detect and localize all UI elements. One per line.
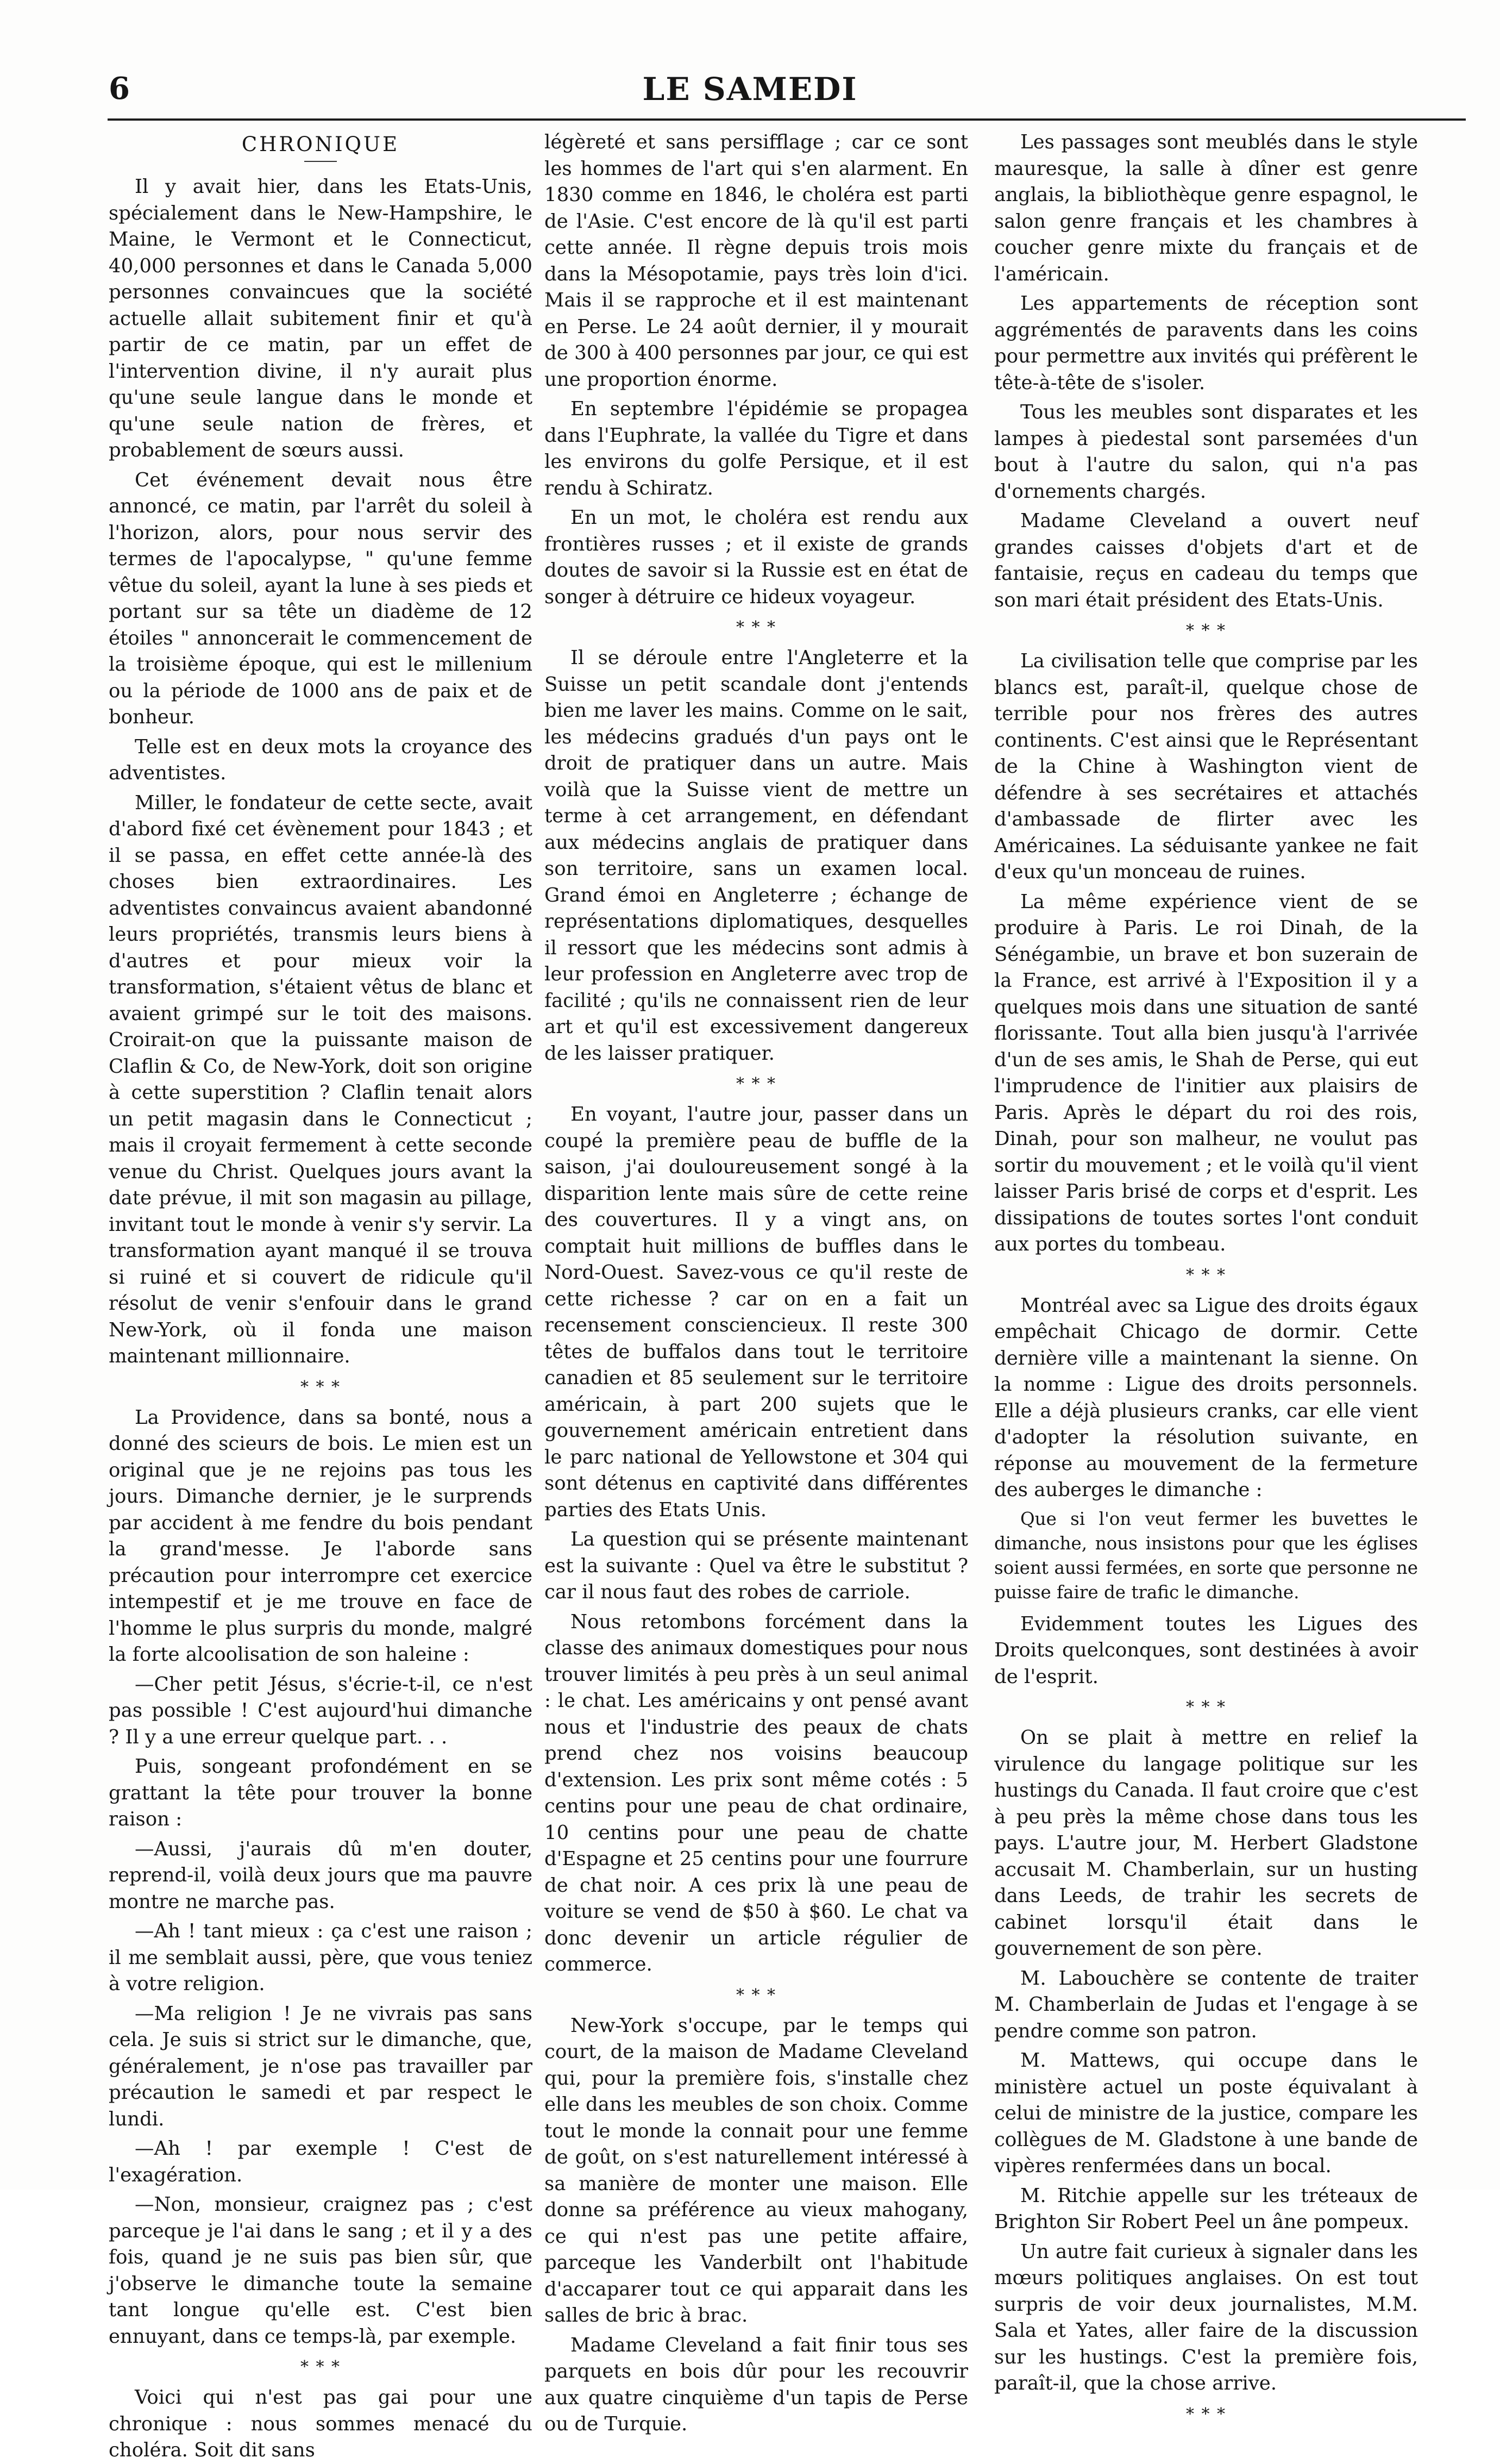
paragraph: Tous les meubles sont disparates et les lampes à piedestal sont parsemées d'un bout à l'autre du salon, qui n'a pas d'ornements chargés. [994, 401, 1418, 503]
paragraph: Nous retombons forcément dans la classe des animaux domestiques pour nous trouver limités à peu près à un seul animal : le chat. Les américains y ont pensé avant nous et l'industrie des peaux de chats prend chez nos voisins beaucoup d'extension. Les prix sont même cotés : 5 centins pour une peau de chat ordinaire, 10 centins pour une peau de chatte d'Espagne et 25 centins pour une fourrure de chat noir. A ces prix là une peau de voiture se vend de $50 à $60. Le chat va donc devenir un article régulier de commerce. [544, 1610, 968, 1975]
section-separator: * * * [300, 1377, 341, 1397]
paragraph: Les appartements de réception sont aggrémentés de paravents dans les coins pour permettre aux invités qui préfèrent le tête-à-tête de s'isoler. [994, 292, 1418, 394]
quoted-resolution: Que si l'on veut fermer les buvettes le dimanche, nous insistons pour que les églises soient aussi fermées, en sorte que personne ne puisse faire de trafic le dimanche. [994, 1508, 1418, 1603]
paragraph: En septembre l'épidémie se propagea dans l'Euphrate, la vallée du Tigre et dans les environs du golfe Persique, et il est rendu à Schiratz. [544, 398, 968, 499]
section-separator: * * * [736, 1985, 777, 2005]
paragraph: —Ah ! par exemple ! C'est de l'exagération. [109, 2137, 532, 2186]
masthead-title: LE SAMEDI [642, 71, 858, 108]
paragraph: On se plait à mettre en relief la virulence du langage politique sur les hustings du Canada. Il faut croire que c'est à peu près la même chose dans tous les pays. L'autre jour, M. Herbert Gladstone accusait M. Chamberlain, sur un husting dans Leeds, de trahir les secrets de cabinet lorsqu'il était dans le gouvernement de son père. [994, 1727, 1418, 1960]
paragraph: La civilisation telle que comprise par les blancs est, paraît-il, quelque chose de terrible pour nos frères des autres continents. C'est ainsi que le Représentant de la Chine à Washington vient de défendre à ses secrétaires et attachés d'ambassade de flirter avec les Américaines. La séduisante yankee ne fait d'eux qu'un monceau de ruines. [994, 650, 1418, 883]
section-separator: * * * [1185, 621, 1227, 640]
section-separator: * * * [736, 1074, 777, 1093]
paragraph: Evidemment toutes les Ligues des Droits quelconques, sont destinées à avoir de l'esprit. [994, 1612, 1418, 1688]
paragraph: légèreté et sans persifflage ; car ce sont les hommes de l'art qui s'en alarment. En 1830 comme en 1846, le choléra est parti de l'Asie. C'est encore de là qu'il est parti cette année. Il règne depuis trois mois dans la Mésopotamie, pays très loin d'ici. Mais il se rapproche et il est maintenant en Perse. Le 24 août dernier, il y mourait de 300 à 400 personnes par jour, ce qui est une proportion énorme. [544, 131, 968, 391]
paragraph: La Providence, dans sa bonté, nous a donné des scieurs de bois. Le mien est un original que je ne rejoins pas tous les jours. Dimanche dernier, je le surprends par accident à me fendre du bois pendant la grand'messe. Je l'aborde sans précaution pour interrompre cet exercice intempestif et je me trouve en face de l'homme le plus surpris du monde, malgré la forte alcoolisation de son haleine : [109, 1406, 532, 1666]
paragraph: En un mot, le choléra est rendu aux frontières russes ; et il existe de grands doutes de savoir si la Russie est en état de songer à détruire ce hideux voyageur. [544, 506, 968, 608]
column-1 [109, 129, 532, 2461]
paragraph: Les passages sont meublés dans le style mauresque, la salle à dîner est genre anglais, la bibliothèque genre espagnol, le salon genre français et les chambres à coucher genre mixte du français et de l'américain. [994, 131, 1418, 285]
chronicle-heading: CHRONIQUE [241, 133, 400, 156]
paragraph: Il y avait hier, dans les Etats-Unis, spécialement dans le New-Hampshire, le Maine, le Vermont et le Connecticut, 40,000 personnes et dans le Canada 5,000 personnes convaincues que la société actuelle allait subitement finir et qu'à partir de ce matin, par un effet de l'intervention divine, il n'y aurait plus qu'une seule langue dans le monde et qu'une seule nation de frères, et probablement de sœurs aussi. [109, 176, 532, 461]
column-2 [544, 129, 968, 2435]
heading-divider [304, 161, 337, 162]
paragraph: Telle est en deux mots la croyance des adventistes. [109, 735, 532, 784]
section-separator: * * * [736, 618, 777, 637]
column-3 [994, 129, 1418, 2424]
paragraph: New-York s'occupe, par le temps qui court, de la maison de Madame Cleveland qui, pour la première fois, s'installe chez elle dans les meubles de son choix. Comme tout le monde la connait pour une femme de goût, on s'est naturellement intéressé à sa manière de monter une maison. Elle donne sa préférence au vieux mahogany, ce qui n'est pas une petite affaire, parceque les Vanderbilt ont l'habitude d'accaparer tout ce qui apparait dans les salles de bric à brac. [544, 2014, 968, 2327]
paragraph: En voyant, l'autre jour, passer dans un coupé la première peau de buffle de la saison, j'ai douloureusement songé à la disparition lente mais sûre de cette reine des couvertures. Il y a vingt ans, on comptait huit millions de buffles dans le Nord-Ouest. Savez-vous ce qu'il reste de cette richesse ? car on en a fait un recensement consciencieux. Il reste 300 têtes de buffalos dans tout le territoire canadien et 85 seulement sur le territoire américain, à part 200 sujets que le gouvernement américain entretient dans le parc national de Yellowstone et 304 qui sont détenus en captivité dans différentes parties des Etats Unis. [544, 1103, 968, 1521]
paragraph: La même expérience vient de se produire à Paris. Le roi Dinah, de la Sénégambie, un brave et bon suzerain de la France, est arrivé à l'Exposition il y a quelques mois dans une situation de santé florissante. Tout alla bien jusqu'à l'arrivée d'un de ses amis, le Shah de Perse, qui eut l'imprudence de l'initier aux plaisirs de Paris. Après le départ du roi des rois, Dinah, pour son malheur, ne voulut pas sortir du mouvement ; et le voilà qu'il vient laisser Paris brisé de corps et d'esprit. Les dissipations de toutes sortes l'ont conduit aux portes du tombeau. [994, 890, 1418, 1255]
paragraph: M. Mattews, qui occupe dans le ministère actuel un poste équivalant à celui de ministre de la justice, compare les collègues de M. Gladstone à une bande de vipères renfermées dans un bocal. [994, 2049, 1418, 2177]
paragraph: M. Labouchère se contente de traiter M. Chamberlain de Judas et l'engage à se pendre comme son patron. [994, 1967, 1418, 2042]
paragraph: —Ma religion ! Je ne vivrais pas sans cela. Je suis si strict sur le dimanche, que, généralement, je n'ose pas travailler par précaution le samedi et par respect le lundi. [109, 2002, 532, 2130]
paragraph: Montréal avec sa Ligue des droits égaux empêchait Chicago de dormir. Cette dernière ville a maintenant la sienne. On la nomme : Ligue des droits personnels. Elle a déjà plusieurs cranks, car elle vient d'adopter la résolution suivante, en réponse au mouvement de la fermeture des auberges le dimanche : [994, 1294, 1418, 1501]
paragraph: Madame Cleveland a ouvert neuf grandes caisses d'objets d'art et de fantaisie, reçus en cadeau du temps que son mari était président des Etats-Unis. [994, 510, 1418, 611]
paragraph: Puis, songeant profondément en se grattant la tête pour trouver la bonne raison : [109, 1755, 532, 1830]
paragraph: —Cher petit Jésus, s'écrie-t-il, ce n'est pas possible ! C'est aujourd'hui dimanche ? Il y a une erreur quelque part. . . [109, 1673, 532, 1748]
section-separator: * * * [300, 2357, 341, 2377]
paragraph: Il se déroule entre l'Angleterre et la Suisse un petit scandale dont j'entends bien me laver les mains. Comme on le sait, les médecins gradués d'un pays ont le droit de pratiquer dans un autre. Mais voilà que la Suisse vient de mettre un terme à cet arrangement, en défendant aux médecins anglais de pratiquer dans son territoire, sans un examen local. Grand émoi en Angleterre ; échange de représentations diplomatiques, desquelles il ressort que les médecins sont admis à leur profession en Angleterre avec trop de facilité ; qu'ils ne connaissent rien de leur art et qu'il est excessivement dangereux de les laisser pratiquer. [544, 647, 968, 1065]
section-separator: * * * [1185, 1698, 1227, 1717]
paragraph: —Non, monsieur, craignez pas ; c'est parceque je l'ai dans le sang ; et il y a des fois, quand je ne suis pas bien sûr, que j'observe le dimanche toute la semaine tant longue qu'elle est. C'est bien ennuyant, dans ce temps-là, par exemple. [109, 2193, 532, 2348]
section-separator: * * * [1185, 2404, 1227, 2424]
paragraph: —Aussi, j'aurais dû m'en douter, reprend-il, voilà deux jours que ma pauvre montre ne marche pas. [109, 1837, 532, 1913]
paragraph: Madame Cleveland a fait finir tous ses parquets en bois dûr pour les recouvrir aux quatre cinquième d'un tapis de Perse ou de Turquie. [544, 2334, 968, 2435]
paragraph: Voici qui n'est pas gai pour une chronique : nous sommes menacé du choléra. Soit dit sans [109, 2386, 532, 2461]
paragraph: M. Ritchie appelle sur les tréteaux de Brighton Sir Robert Peel un âne pompeux. [994, 2184, 1418, 2233]
paragraph: Cet événement devait nous être annoncé, ce matin, par l'arrêt du soleil à l'horizon, alors, pour nous servir des termes de l'apocalypse, " qu'une femme vêtue du soleil, ayant la lune à ses pieds et portant sur sa tête un diadème de 12 étoiles " annoncerait le commencement de la troisième époque, qui est le millenium ou la période de 1000 ans de paix et de bonheur. [109, 468, 532, 728]
paragraph: —Ah ! tant mieux : ça c'est une raison ; il me semblait aussi, père, que vous teniez à votre religion. [109, 1920, 532, 1995]
header-rule [108, 118, 1466, 121]
page-number: 6 [109, 71, 130, 107]
paragraph: Un autre fait curieux à signaler dans les mœurs politiques anglaises. On est tout surpris de voir deux journalistes, M.M. Sala et Yates, aller faire de la discussion sur les hustings. C'est la première fois, paraît-il, que la chose arrive. [994, 2240, 1418, 2394]
paragraph: Miller, le fondateur de cette secte, avait d'abord fixé cet évènement pour 1843 ; et il se passa, en effet cette année-là des choses bien extraordinaires. Les adventistes convaincus avaient abandonné leurs propriétés, transmis leurs biens à d'autres et pour mieux voir la transformation, s'étaient vêtus de blanc et avaient grimpé sur le toit des maisons. Croirait-on que la puissante maison de Claflin & Co, de New-York, doit son origine à cette superstition ? Claflin tenait alors un petit magasin dans le Connecticut ; mais il croyait fermement à cette seconde venue du Christ. Quelques jours avant la date prévue, il mit son magasin au pillage, invitant tout le monde à venir s'y servir. La transformation ayant manqué il se trouva si ruiné et si couvert de ridicule qu'il résolut de venir s'enfouir dans le grand New-York, où il fonda une maison maintenant millionnaire. [109, 791, 532, 1367]
section-separator: * * * [1185, 1265, 1227, 1285]
paragraph: La question qui se présente maintenant est la suivante : Quel va être le substitut ? car il nous faut des robes de carriole. [544, 1528, 968, 1603]
